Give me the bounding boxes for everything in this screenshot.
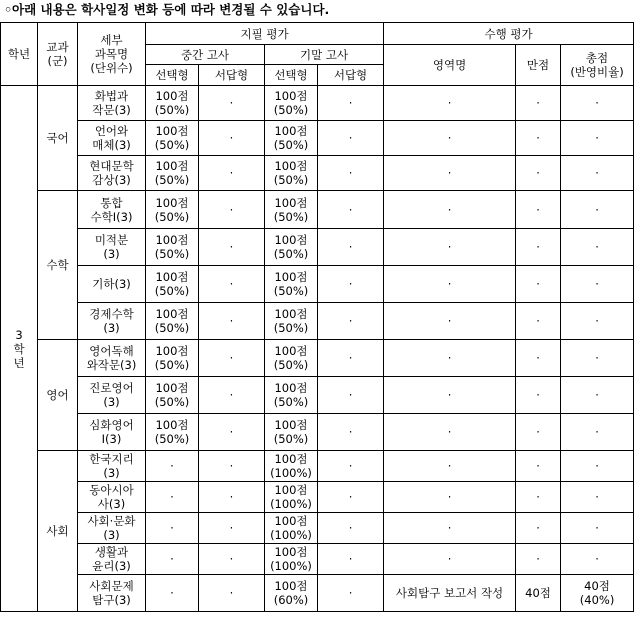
- course-name-cell-line2: (3): [103, 528, 120, 542]
- total-score-cell-line1: ·: [595, 240, 599, 254]
- header-total: [561, 45, 634, 86]
- course-name-cell-line1: 사회문제: [89, 579, 134, 593]
- full-score-cell: ·: [516, 229, 561, 266]
- course-name-cell: [78, 156, 146, 191]
- course-name-cell-line1: 화법과: [94, 89, 129, 103]
- subject-group-cell: 사회: [38, 451, 78, 612]
- midterm-mc-cell-line2: (50%): [154, 395, 190, 409]
- total-score-cell: [561, 482, 634, 513]
- course-name-cell-line1: 언어와: [94, 124, 129, 138]
- course-name-cell: [78, 266, 146, 303]
- final-essay-cell: ·: [318, 544, 384, 575]
- grade-char: 년: [13, 355, 25, 370]
- final-mc-cell: [265, 156, 318, 191]
- course-name-cell: [78, 544, 146, 575]
- subject-group-cell: 영어: [38, 340, 78, 451]
- midterm-mc-cell-line1: ·: [170, 459, 174, 473]
- course-name-cell-line2: 와작문(3): [86, 358, 137, 372]
- table-row: [1, 121, 634, 156]
- header-final: 기말 고사: [265, 45, 384, 65]
- course-name-cell-line1: 한국지리: [89, 452, 134, 466]
- total-score-cell-line1: ·: [595, 425, 599, 439]
- full-score-cell: ·: [516, 340, 561, 377]
- performance-area-cell: ·: [384, 513, 516, 544]
- header-course: [78, 23, 146, 86]
- final-mc-cell-line2: (100%): [270, 528, 312, 542]
- final-mc-cell-line2: (50%): [273, 247, 309, 261]
- midterm-essay-cell: ·: [199, 414, 265, 451]
- performance-area-cell: ·: [384, 451, 516, 482]
- final-mc-cell-line1: 100점: [274, 579, 308, 593]
- midterm-essay-cell: ·: [199, 191, 265, 229]
- performance-area-cell: ·: [384, 303, 516, 340]
- total-score-cell: [561, 575, 634, 612]
- grade-char: 학: [13, 341, 25, 356]
- midterm-essay-cell: ·: [199, 156, 265, 191]
- final-mc-cell-line2: (50%): [273, 209, 309, 224]
- course-name-cell-line1: 생활과: [94, 545, 129, 559]
- notice-text: ◦아래 내용은 학사일정 변화 등에 따라 변경될 수 있습니다.: [4, 2, 330, 17]
- course-name-cell: [78, 414, 146, 451]
- final-mc-cell: [265, 451, 318, 482]
- final-mc-cell: [265, 377, 318, 414]
- total-score-cell: [561, 266, 634, 303]
- final-mc-cell-line2: (50%): [273, 284, 309, 298]
- midterm-mc-cell: [146, 482, 199, 513]
- course-name-cell-line1: 심화영어: [89, 418, 134, 432]
- table-row: [1, 575, 634, 612]
- final-mc-cell: [265, 544, 318, 575]
- final-mc-cell-line2: (50%): [273, 173, 309, 187]
- header-total-line2: (반영비율): [570, 65, 624, 79]
- table-row: [1, 482, 634, 513]
- full-score-cell: ·: [516, 414, 561, 451]
- total-score-cell-line1: ·: [595, 459, 599, 473]
- course-name-cell: [78, 303, 146, 340]
- total-score-cell: [561, 303, 634, 340]
- course-name-cell: [78, 451, 146, 482]
- final-mc-cell: [265, 191, 318, 229]
- final-mc-cell-line1: 100점: [274, 89, 308, 103]
- final-mc-cell: [265, 303, 318, 340]
- course-name-cell-line1: 현대문학: [89, 159, 134, 173]
- header-course-line2: 과목명: [94, 47, 129, 61]
- total-score-cell-line1: ·: [595, 351, 599, 365]
- course-name-cell: [78, 377, 146, 414]
- midterm-mc-cell-line1: ·: [170, 521, 174, 535]
- final-mc-cell: [265, 266, 318, 303]
- total-score-cell: [561, 377, 634, 414]
- final-mc-cell: [265, 86, 318, 121]
- final-mc-cell-line1: 100점: [274, 483, 308, 497]
- midterm-mc-cell-line2: (50%): [154, 138, 190, 152]
- final-mc-cell: [265, 414, 318, 451]
- midterm-essay-cell: ·: [199, 482, 265, 513]
- subject-group-cell: 국어: [38, 86, 78, 191]
- grade-cell: [1, 86, 38, 612]
- midterm-mc-cell-line2: (50%): [154, 358, 190, 372]
- total-score-cell: [561, 86, 634, 121]
- header-final-essay: 서답형: [318, 65, 384, 86]
- full-score-cell: ·: [516, 513, 561, 544]
- full-score-cell: ·: [516, 482, 561, 513]
- final-mc-cell-line1: 100점: [274, 270, 308, 284]
- total-score-cell-line1: ·: [595, 202, 599, 217]
- total-score-cell: [561, 544, 634, 575]
- midterm-mc-cell: [146, 575, 199, 612]
- final-mc-cell: [265, 513, 318, 544]
- final-essay-cell: ·: [318, 121, 384, 156]
- final-essay-cell: ·: [318, 303, 384, 340]
- grade-char: 3: [15, 327, 23, 342]
- header-area: 영역명: [384, 45, 516, 86]
- header-written-exam: 지필 평가: [146, 23, 384, 45]
- total-score-cell-line1: ·: [595, 314, 599, 328]
- header-subject-group: [38, 23, 78, 86]
- final-mc-cell-line1: 100점: [274, 452, 308, 466]
- midterm-mc-cell-line1: 100점: [155, 124, 189, 138]
- course-name-cell-line2: Ⅰ(3): [101, 432, 122, 446]
- course-name-cell-line2: (3): [103, 247, 120, 261]
- final-mc-cell-line1: 100점: [274, 344, 308, 358]
- final-mc-cell-line2: (100%): [270, 559, 312, 573]
- subject-group-cell: 수학: [38, 191, 78, 340]
- midterm-mc-cell: [146, 303, 199, 340]
- course-name-cell-line1: 동아시아: [89, 483, 134, 497]
- final-essay-cell: ·: [318, 575, 384, 612]
- header-mid-essay: 서답형: [199, 65, 265, 86]
- final-essay-cell: ·: [318, 414, 384, 451]
- midterm-mc-cell-line1: ·: [170, 552, 174, 566]
- midterm-essay-cell: ·: [199, 544, 265, 575]
- course-name-cell-line2: 매체(3): [92, 138, 131, 152]
- course-name-cell-line2: 작문(3): [92, 103, 131, 117]
- course-name-cell-line1: 경제수학: [89, 307, 134, 321]
- final-mc-cell-line2: (100%): [270, 466, 312, 480]
- final-mc-cell-line2: (60%): [273, 593, 309, 607]
- course-name-cell-line2: 감상(3): [92, 173, 131, 187]
- course-name-cell: [78, 229, 146, 266]
- midterm-essay-cell: ·: [199, 266, 265, 303]
- total-score-cell: [561, 451, 634, 482]
- final-mc-cell-line1: 100점: [274, 381, 308, 395]
- midterm-mc-cell: [146, 544, 199, 575]
- course-name-cell-line1: 기하(3): [92, 277, 131, 291]
- performance-area-cell: ·: [384, 482, 516, 513]
- midterm-mc-cell: [146, 340, 199, 377]
- midterm-mc-cell-line2: (50%): [154, 321, 190, 335]
- midterm-essay-cell: ·: [199, 575, 265, 612]
- total-score-cell-line1: 40점: [584, 579, 610, 593]
- table-row: [1, 513, 634, 544]
- header-full-score: 만점: [516, 45, 561, 86]
- assessment-table: [0, 22, 634, 612]
- midterm-mc-cell-line1: 100점: [155, 195, 189, 210]
- full-score-cell: 40점: [516, 575, 561, 612]
- midterm-essay-cell: ·: [199, 303, 265, 340]
- midterm-mc-cell-line1: 100점: [155, 89, 189, 103]
- final-mc-cell: [265, 340, 318, 377]
- total-score-cell-line1: ·: [595, 277, 599, 291]
- performance-area-cell: ·: [384, 340, 516, 377]
- course-name-cell: [78, 86, 146, 121]
- final-mc-cell-line2: (50%): [273, 395, 309, 409]
- midterm-mc-cell: [146, 414, 199, 451]
- course-name-cell-line2: (3): [103, 395, 120, 409]
- final-essay-cell: ·: [318, 482, 384, 513]
- header-course-line1: 세부: [100, 33, 123, 47]
- midterm-mc-cell: [146, 513, 199, 544]
- header-course-line3: (단위수): [90, 61, 133, 75]
- midterm-essay-cell: ·: [199, 513, 265, 544]
- full-score-cell: ·: [516, 191, 561, 229]
- total-score-cell-line1: ·: [595, 388, 599, 402]
- midterm-mc-cell: [146, 86, 199, 121]
- table-row: [1, 377, 634, 414]
- final-mc-cell-line1: 100점: [274, 124, 308, 138]
- performance-area-cell: ·: [384, 86, 516, 121]
- header-subject-group-line2: (군): [47, 54, 68, 68]
- table-row: [1, 86, 634, 121]
- performance-area-cell: ·: [384, 156, 516, 191]
- performance-area-cell: 사회탐구 보고서 작성: [384, 575, 516, 612]
- performance-area-cell: ·: [384, 229, 516, 266]
- midterm-mc-cell: [146, 377, 199, 414]
- header-grade: 학년: [1, 23, 38, 86]
- midterm-mc-cell: [146, 191, 199, 229]
- final-essay-cell: ·: [318, 266, 384, 303]
- course-name-cell-line1: 영어독해: [89, 344, 134, 358]
- table-row: [1, 156, 634, 191]
- total-score-cell-line1: ·: [595, 552, 599, 566]
- midterm-mc-cell: [146, 156, 199, 191]
- table-row: [1, 544, 634, 575]
- course-name-cell: [78, 191, 146, 229]
- course-name-cell-line1: 미적분: [94, 233, 129, 247]
- final-essay-cell: ·: [318, 191, 384, 229]
- midterm-mc-cell: [146, 451, 199, 482]
- total-score-cell: [561, 156, 634, 191]
- full-score-cell: ·: [516, 121, 561, 156]
- total-score-cell: [561, 121, 634, 156]
- course-name-cell: [78, 575, 146, 612]
- performance-area-cell: ·: [384, 191, 516, 229]
- final-essay-cell: ·: [318, 340, 384, 377]
- total-score-cell-line1: ·: [595, 96, 599, 110]
- midterm-mc-cell-line2: (50%): [154, 209, 190, 224]
- final-mc-cell-line1: 100점: [274, 418, 308, 432]
- full-score-cell: ·: [516, 266, 561, 303]
- final-mc-cell-line2: (50%): [273, 432, 309, 446]
- full-score-cell: ·: [516, 156, 561, 191]
- total-score-cell-line1: ·: [595, 131, 599, 145]
- final-mc-cell: [265, 575, 318, 612]
- midterm-mc-cell-line1: 100점: [155, 270, 189, 284]
- midterm-mc-cell-line2: (50%): [154, 103, 190, 117]
- performance-area-cell: ·: [384, 266, 516, 303]
- full-score-cell: ·: [516, 377, 561, 414]
- course-name-cell-line2: 윤리(3): [92, 559, 131, 573]
- final-mc-cell: [265, 121, 318, 156]
- course-name-cell: [78, 482, 146, 513]
- final-mc-cell-line1: 100점: [274, 233, 308, 247]
- final-mc-cell-line2: (50%): [273, 103, 309, 117]
- total-score-cell-line1: ·: [595, 490, 599, 504]
- final-essay-cell: ·: [318, 156, 384, 191]
- course-name-cell-line2: 사(3): [97, 497, 126, 511]
- final-mc-cell-line2: (100%): [270, 497, 312, 511]
- total-score-cell: [561, 191, 634, 229]
- table-row: [1, 414, 634, 451]
- table-row: [1, 191, 634, 229]
- midterm-essay-cell: ·: [199, 377, 265, 414]
- performance-area-cell: ·: [384, 414, 516, 451]
- final-mc-cell-line2: (50%): [273, 358, 309, 372]
- total-score-cell: [561, 513, 634, 544]
- full-score-cell: ·: [516, 451, 561, 482]
- midterm-essay-cell: ·: [199, 121, 265, 156]
- final-mc-cell-line1: 100점: [274, 159, 308, 173]
- midterm-essay-cell: ·: [199, 229, 265, 266]
- table-row: [1, 303, 634, 340]
- final-mc-cell-line1: 100점: [274, 545, 308, 559]
- table-row: [1, 340, 634, 377]
- final-mc-cell-line1: 100점: [274, 514, 308, 528]
- final-essay-cell: ·: [318, 513, 384, 544]
- header-mid-mc: 선택형: [146, 65, 199, 86]
- midterm-mc-cell: [146, 229, 199, 266]
- total-score-cell-line1: ·: [595, 521, 599, 535]
- full-score-cell: ·: [516, 303, 561, 340]
- midterm-mc-cell-line1: 100점: [155, 233, 189, 247]
- midterm-mc-cell-line2: (50%): [154, 284, 190, 298]
- table-row: [1, 451, 634, 482]
- final-mc-cell: [265, 229, 318, 266]
- total-score-cell: [561, 229, 634, 266]
- final-mc-cell-line1: 100점: [274, 307, 308, 321]
- final-mc-cell-line2: (50%): [273, 321, 309, 335]
- final-essay-cell: ·: [318, 451, 384, 482]
- midterm-essay-cell: ·: [199, 340, 265, 377]
- course-name-cell-line2: (3): [103, 321, 120, 335]
- total-score-cell: [561, 340, 634, 377]
- midterm-mc-cell-line2: (50%): [154, 432, 190, 446]
- full-score-cell: ·: [516, 86, 561, 121]
- final-mc-cell-line1: 100점: [274, 195, 308, 210]
- midterm-mc-cell-line1: 100점: [155, 381, 189, 395]
- midterm-mc-cell: [146, 266, 199, 303]
- final-essay-cell: ·: [318, 229, 384, 266]
- midterm-mc-cell-line1: ·: [170, 490, 174, 504]
- course-name-cell: [78, 340, 146, 377]
- midterm-mc-cell-line1: 100점: [155, 307, 189, 321]
- header-subject-group-line1: 교과: [46, 40, 69, 54]
- table-row: [1, 229, 634, 266]
- midterm-mc-cell-line1: 100점: [155, 344, 189, 358]
- midterm-mc-cell-line1: 100점: [155, 159, 189, 173]
- final-essay-cell: ·: [318, 86, 384, 121]
- midterm-essay-cell: ·: [199, 86, 265, 121]
- course-name-cell-line2: (3): [103, 466, 120, 480]
- table-row: [1, 266, 634, 303]
- total-score-cell-line1: ·: [595, 166, 599, 180]
- final-essay-cell: ·: [318, 377, 384, 414]
- midterm-mc-cell-line2: (50%): [154, 247, 190, 261]
- total-score-cell: [561, 414, 634, 451]
- final-mc-cell: [265, 482, 318, 513]
- midterm-essay-cell: ·: [199, 451, 265, 482]
- course-name-cell: [78, 513, 146, 544]
- course-name-cell-line1: 통합: [100, 195, 123, 210]
- header-midterm: 중간 고사: [146, 45, 265, 65]
- performance-area-cell: ·: [384, 121, 516, 156]
- course-name-cell-line1: 진로영어: [89, 381, 134, 395]
- performance-area-cell: ·: [384, 544, 516, 575]
- midterm-mc-cell: [146, 121, 199, 156]
- performance-area-cell: ·: [384, 377, 516, 414]
- course-name-cell-line1: 사회·문화: [87, 514, 136, 528]
- course-name-cell-line2: 수학Ⅰ(3): [90, 209, 133, 224]
- midterm-mc-cell-line1: ·: [170, 586, 174, 600]
- course-name-cell: [78, 121, 146, 156]
- header-final-mc: 선택형: [265, 65, 318, 86]
- header-total-line1: 총점: [585, 51, 609, 65]
- header-performance: 수행 평가: [384, 23, 634, 45]
- midterm-mc-cell-line2: (50%): [154, 173, 190, 187]
- final-mc-cell-line2: (50%): [273, 138, 309, 152]
- total-score-cell-line2: (40%): [579, 593, 615, 607]
- full-score-cell: ·: [516, 544, 561, 575]
- course-name-cell-line2: 탐구(3): [92, 593, 131, 607]
- midterm-mc-cell-line1: 100점: [155, 418, 189, 432]
